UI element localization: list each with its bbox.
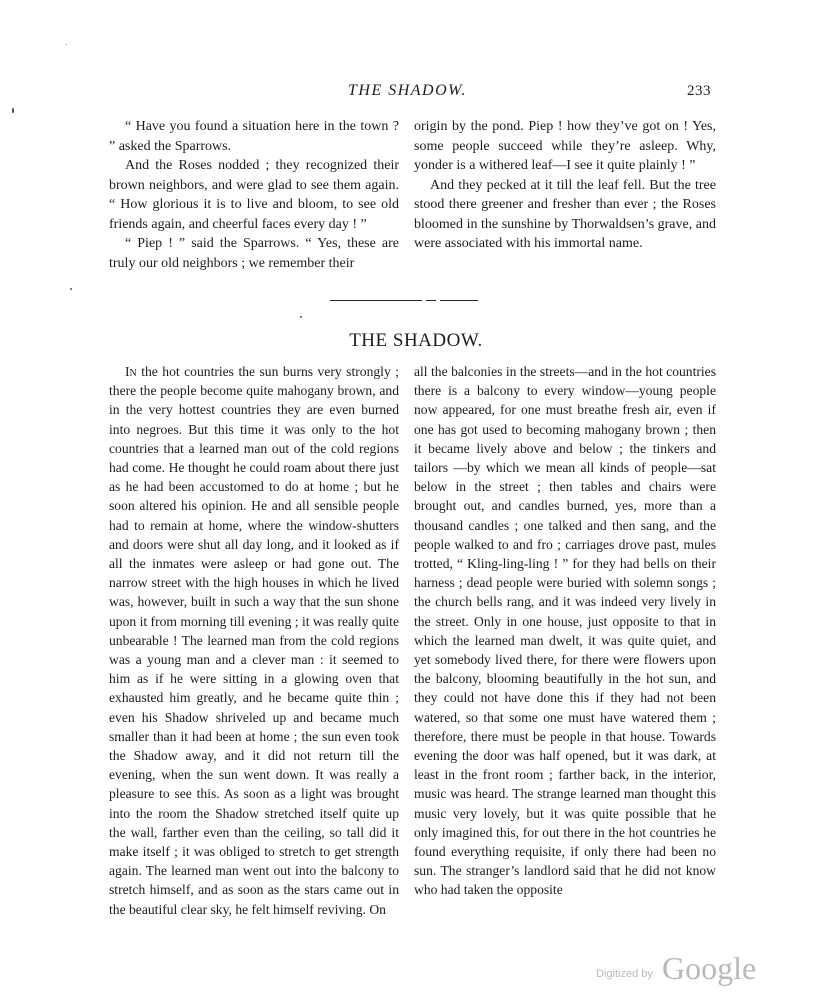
story-title: THE SHADOW.	[349, 330, 483, 351]
stray-mark	[70, 288, 72, 290]
story-paragraph	[109, 362, 399, 919]
google-logo: Google	[662, 950, 757, 986]
running-title: THE SHADOW.	[348, 82, 468, 99]
stray-mark	[300, 316, 302, 318]
section-divider	[330, 300, 478, 301]
paragraph: “ Have you found a situation here in the town ? ” asked the Sparrows.	[109, 119, 399, 154]
paragraph: “ Piep ! ” said the Sparrows. “ Yes, these are truly our old neighbors ; we remember their	[109, 236, 399, 271]
drop-word: In	[125, 364, 137, 379]
top-right-column	[414, 117, 716, 254]
top-left-column	[109, 117, 399, 273]
watermark-prefix: Digitized by	[596, 968, 653, 980]
stray-mark	[66, 44, 67, 45]
paragraph: origin by the pond. Piep ! how they’ve got on ! Yes, some people succeed while they’re asleep. Why, yonder is a withered leaf—I see it quite plainly ! ”	[414, 119, 716, 173]
story-left-column	[109, 362, 399, 919]
story-right-column	[414, 362, 716, 900]
paragraph: And the Roses nodded ; they recognized their brown neighbors, and were glad to see them again. “ How glorious it is to live and bloom, to see old friends again, and cheerful faces every day ! ”	[109, 158, 399, 232]
story-left-text: the hot countries the sun burns very strongly ; there the people become quite mahogany brown, and in the very hottest countries they are even burned into negroes. But this time it was only to the hot countries that a learned man out of the cold regions had come. He thought he could roam about there just as he had been accustomed to do at home ; but he soon altered his opinion. He and all sensible people had to remain at home, where the window-shutters and doors were shut all day long, and it looked as if all the inmates were asleep or had gone out. The narrow street with the high houses in which he lived was, however, built in such a way that the sun shone upon it from morning till evening ; it was really quite unbearable ! The learned man from the cold regions was a young man and a clever man : it seemed to him as if he were sitting in a glowing oven that exhausted him greatly, and he became quite thin ; even his Shadow shriveled up and became much smaller than it had been at home ; the sun even took the Shadow away, and it did not return till the evening, when the sun went down. It was really a pleasure to see this. As soon as a light was brought into the room the Shadow stretched itself quite up the wall, farther even than the ceiling, so tall did it make itself ; it was obliged to stretch to get strength again. The learned man went out into the balcony to stretch himself, and as soon as the stars came out in the beautiful clear sky, he felt himself reviving. On	[109, 364, 399, 917]
running-head	[0, 82, 832, 104]
page-number: 233	[687, 83, 711, 99]
paragraph: And they pecked at it till the leaf fell. But the tree stood there greener and fresher than ever ; the Roses bloomed in the sunshine by Thorwaldsen’s grave, and were associated with his immortal name.	[414, 177, 716, 251]
stray-mark	[12, 108, 14, 113]
story-right-text: all the balconies in the streets—and in the hot countries there is a balcony to every window—young people now appeared, for one must breathe fresh air, even if one has got used to becoming mahogany brown ; then it became lively above and below ; the tinkers and tailors —by which we mean all kinds of people—sat below in the street ; then tables and chairs were brought out, and candles burned, yes, more than a thousand candles ; one talked and then sang, and the people walked to and fro ; carriages drove past, mules trotted, “ Kling-ling-ling ! ” for they had bells on their harness ; dead people were buried with solemn songs ; the church bells rang, and it was indeed very lively in the street. Only in one house, just opposite to that in which the learned man dwelt, it was quite quiet, and yet somebody lived there, for there were flowers upon the balcony, blooming beautifully in the hot sun, and they could not have done this if they had not been watered, so that some one must have watered them ; therefore, there must be people in that house. Towards evening the door was half opened, but it was dark, at least in the front room ; farther back, in the interior, music was heard. The strange learned man thought this music very lovely, but it was quite possible that he only imagined this, for out there in the hot countries he found everything requisite, if only there had been no sun. The stranger’s landlord said that he did not know who had taken the opposite	[414, 364, 716, 898]
